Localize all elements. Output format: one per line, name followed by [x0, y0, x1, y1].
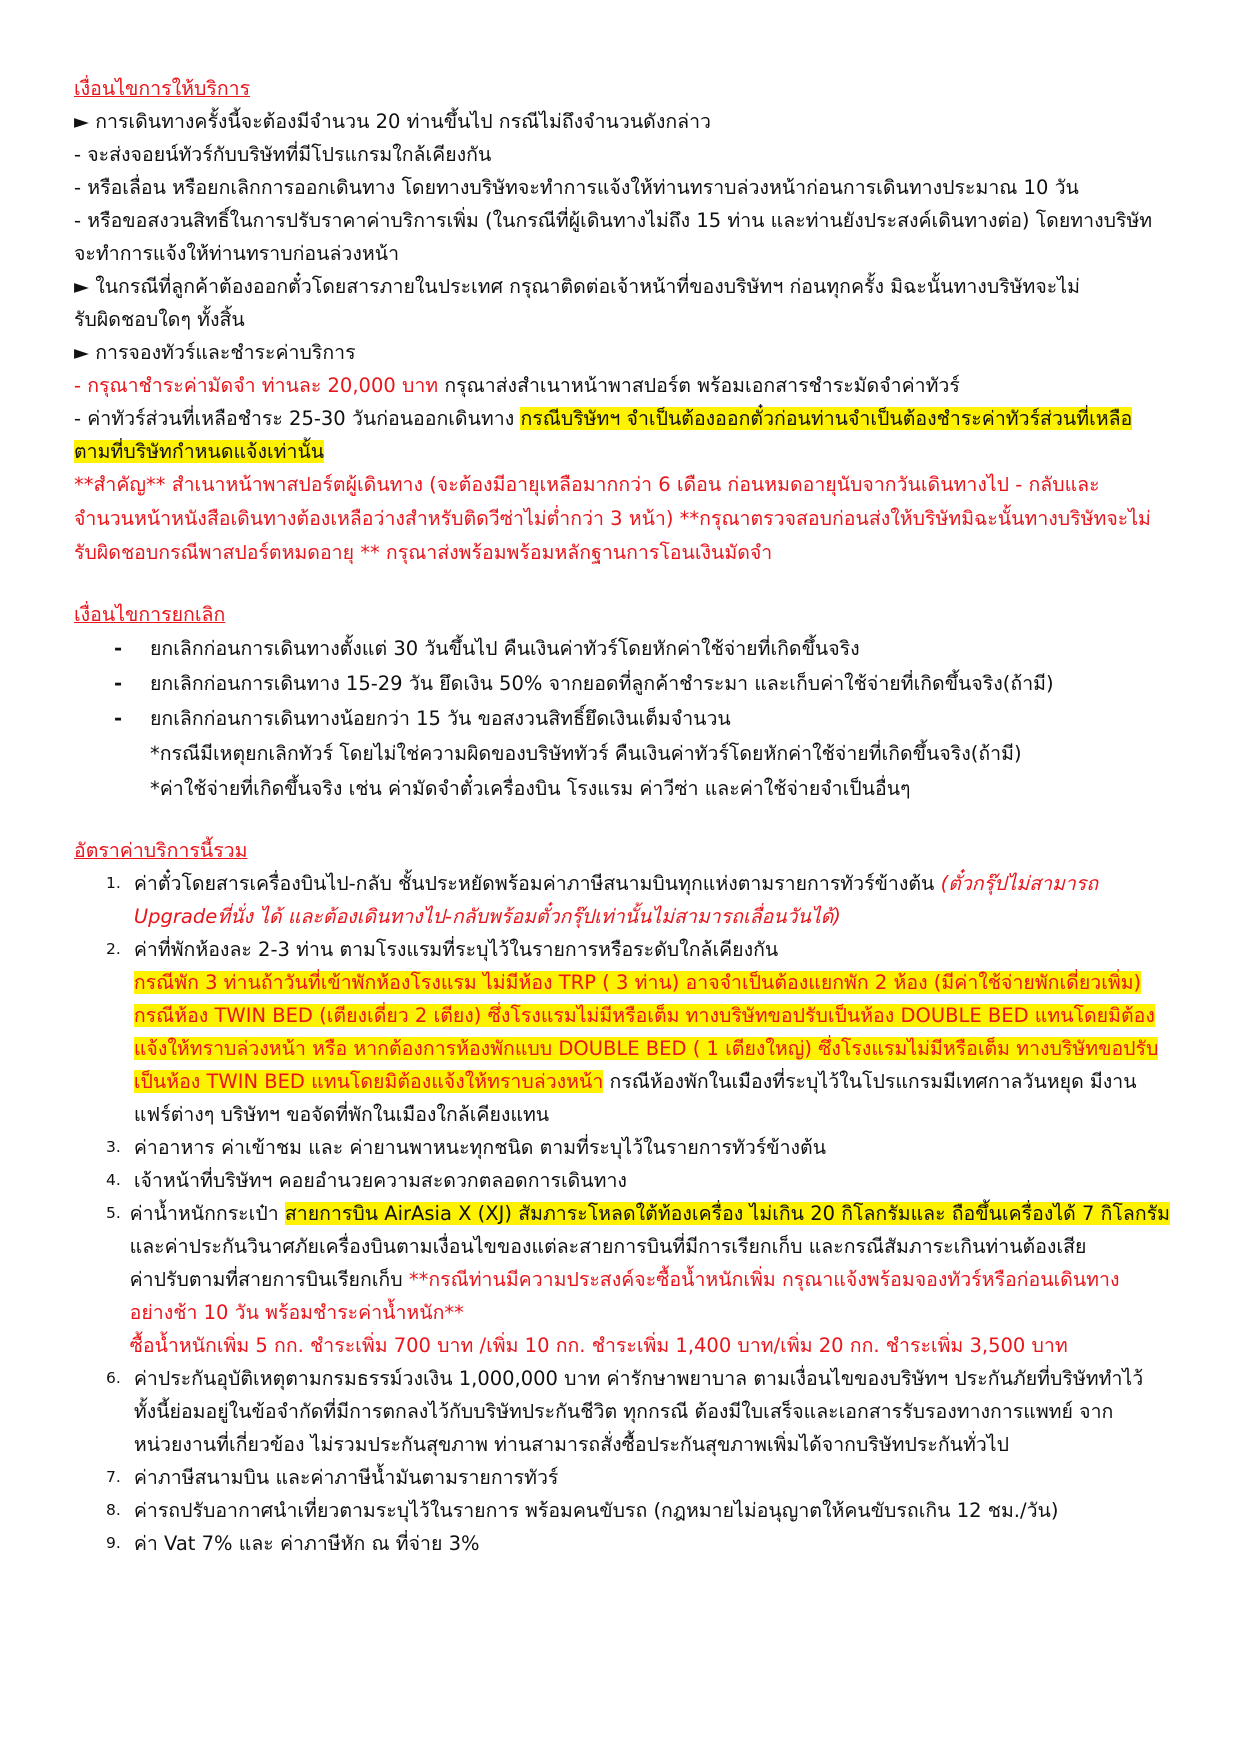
item-number: 1.: [106, 874, 121, 892]
item-number: 4.: [106, 1171, 121, 1189]
important-note-2: จำนวนหน้าหนังสือเดินทางต้องเหลือว่างสำหรับติดวีซ่าไม่ต่ำกว่า 3 หน้า) **กรุณาตรวจสอบก่อนส่งให้บริษัทมิฉะนั้นทางบริษัทจะไม่: [74, 507, 1151, 530]
balance-highlight-2: ตามที่บริษัทกำหนดแจ้งเท่านั้น: [74, 440, 325, 463]
dash-bullet-icon: -: [114, 637, 123, 660]
extra-baggage-prices: ซื้อน้ำหนักเพิ่ม 5 กก. ชำระเพิ่ม 700 บาท /เพิ่ม 10 กก. ชำระเพิ่ม 1,400 บาท/เพิ่ม 20 กก. ชำระเพิ่ม 3,500 บาท: [129, 1334, 1068, 1357]
triangle-bullet-icon: ►: [74, 341, 89, 364]
cancel-note-1: *กรณีมีเหตุยกเลิกทัวร์ โดยไม่ใช่ความผิดของบริษัททัวร์ คืนเงินค่าทัวร์โดยหักค่าใช้จ่ายที่เกิดขึ้นจริง(ถ้ามี): [150, 742, 1022, 765]
balance-line: - ค่าทัวร์ส่วนที่เหลือชำระ 25-30 วันก่อนออกเดินทาง กรณีบริษัทฯ จำเป็นต้องออกตั๋วก่อนท่านจำเป็นต้องชำระค่าทัวร์ส่วนที่เหลือ: [74, 407, 1133, 430]
dash-bullet-icon: -: [114, 707, 123, 730]
cancel-item: - ยกเลิกก่อนการเดินทางน้อยกว่า 15 วัน ขอสงวนสิทธิ์ยึดเงินเต็มจำนวน: [74, 701, 1170, 736]
important-note-3: รับผิดชอบกรณีพาสปอร์ตหมดอายุ ** กรุณาส่งพร้อมพร้อมหลักฐานการโอนเงินมัดจำ: [74, 541, 773, 564]
rate-item-2: 2. ค่าที่พักห้องละ 2-3 ท่าน ตามโรงแรมที่ระบุไว้ในรายการหรือระดับใกล้เคียงกัน กรณีพัก 3 ท่านถ้าวันที่เข้าพักห้องโรงแรม ไม่มีห้อง TRP ( 3 ท่าน) อาจจำเป็นต้องแยกพัก 2 ห้อง (มีค่าใช้จ่ายพักเดี่ยวเพิ่ม) กรณีห้อง TWIN BED (เตียงเดี่ยว 2 เตียง) ซึ่งโรงแรมไม่มีหรือเต็ม ทางบริษัทขอปรับเป็นห้อง DOUBLE BED แทนโดยมิต้อง แจ้งให้ทราบล่วงหน้า หรือ หากต้องการห้องพักแบบ DOUBLE BED ( 1 เตียงใหญ่) ซึ่งโรงแรมไม่มีหรือเต็ม ทางบริษัทขอปรับ เป็นห้อง TWIN BED แทนโดยมิต้องแจ้งให้ทราบล่วงหน้า กรณีห้องพักในเมืองที่ระบุไว้ในโปรแกรมมีเทศกาลวันหยุด มีงาน แฟร์ต่างๆ บริษัทฯ ขอจัดที่พักในเมืองใกล้เคียงแทน: [74, 933, 1170, 1131]
condition-line-6: ► การจองทัวร์และชำระค่าบริการ: [74, 341, 356, 364]
rate-item-6: 6. ค่าประกันอุบัติเหตุตามกรมธรรม์วงเงิน 1,000,000 บาท ค่ารักษาพยาบาล ตามเงื่อนไขของบริษัทฯ ประกันภัยที่บริษัททำไว้ ทั้งนี้ย่อมอยู่ในข้อจำกัดที่มีการตกลงไว้กับบริษัทประกันชีวิต ทุกกรณี ต้องมีใบเสร็จและเอกสารรับรองทางการแพทย์ จาก หน่วยงานที่เกี่ยวข้อง ไม่รวมประกันสุขภาพ ท่านสามารถสั่งซื้อประกันสุขภาพเพิ่มได้จากบริษัทประกันทั่วไป: [74, 1362, 1170, 1461]
triangle-bullet-icon: ►: [74, 110, 89, 133]
item-number: 2.: [106, 940, 121, 958]
condition-line-5a: ► ในกรณีที่ลูกค้าต้องออกตั๋วโดยสารภายในประเทศ กรุณาติดต่อเจ้าหน้าที่ของบริษัทฯ ก่อนทุกครั้ง มิฉะนั้นทางบริษัทจะไม่: [74, 275, 1080, 298]
cancel-note-2: *ค่าใช้จ่ายที่เกิดขึ้นจริง เช่น ค่ามัดจำตั๋วเครื่องบิน โรงแรม ค่าวีซ่า และค่าใช้จ่ายจำเป็นอื่นๆ: [150, 777, 911, 800]
dash-bullet-icon: -: [114, 672, 123, 695]
condition-line-3: - หรือเลื่อน หรือยกเลิกการออกเดินทาง โดยทางบริษัทจะทำการแจ้งให้ท่านทราบล่วงหน้าก่อนการเดินทางประมาณ 10 วัน: [74, 176, 1079, 199]
cancel-item: - ยกเลิกก่อนการเดินทาง 15-29 วัน ยึดเงิน 50% จากยอดที่ลูกค้าชำระมา และเก็บค่าใช้จ่ายที่เกิดขึ้นจริง(ถ้ามี): [74, 666, 1170, 701]
rates-heading: อัตราค่าบริการนี้รวม: [74, 839, 248, 862]
important-note-1: **สำคัญ** สำเนาหน้าพาสปอร์ตผู้เดินทาง (จะต้องมีอายุเหลือมากกว่า 6 เดือน ก่อนหมดอายุนับจากวันเดินทางไป - กลับและ: [74, 473, 1100, 496]
room-highlight: แจ้งให้ทราบล่วงหน้า หรือ หากต้องการห้องพักแบบ DOUBLE BED ( 1 เตียงใหญ่) ซึ่งโรงแรมไม่มีหรือเต็ม ทางบริษัทขอปรับ: [133, 1037, 1159, 1060]
item-number: 5.: [106, 1204, 121, 1222]
room-highlight: กรณีห้อง TWIN BED (เตียงเดี่ยว 2 เตียง) ซึ่งโรงแรมไม่มีหรือเต็ม ทางบริษัทขอปรับเป็นห้อง DOUBLE BED แทนโดยมิต้อง: [133, 1004, 1155, 1027]
triangle-bullet-icon: ►: [74, 275, 89, 298]
item-number: 3.: [106, 1138, 121, 1156]
baggage-highlight: สายการบิน AirAsia X (XJ) สัมภาระโหลดใต้ท้องเครื่อง ไม่เกิน 20 กิโลกรัมและ ถือขึ้นเครื่องได้ 7 กิโลกรัม: [284, 1202, 1170, 1225]
condition-line-4b: จะทำการแจ้งให้ท่านทราบก่อนล่วงหน้า: [74, 242, 400, 265]
room-highlight: กรณีพัก 3 ท่านถ้าวันที่เข้าพักห้องโรงแรม ไม่มีห้อง TRP ( 3 ท่าน) อาจจำเป็นต้องแยกพัก 2 ห้อง (มีค่าใช้จ่ายพักเดี่ยวเพิ่ม): [133, 971, 1142, 994]
rate-item-7: 7. ค่าภาษีสนามบิน และค่าภาษีน้ำมันตามรายการทัวร์: [74, 1461, 1170, 1494]
item-number: 6.: [106, 1369, 121, 1387]
condition-line-1: ► การเดินทางครั้งนี้จะต้องมีจำนวน 20 ท่านขึ้นไป กรณีไม่ถึงจำนวนดังกล่าว: [74, 110, 711, 133]
rate-item-9: 9. ค่า Vat 7% และ ค่าภาษีหัก ณ ที่จ่าย 3%: [74, 1527, 1170, 1560]
room-highlight: เป็นห้อง TWIN BED แทนโดยมิต้องแจ้งให้ทราบล่วงหน้า: [133, 1070, 604, 1093]
deposit-amount: - กรุณาชำระค่ามัดจำ ท่านละ 20,000 บาท: [74, 374, 439, 397]
condition-line-5b: รับผิดชอบใดๆ ทั้งสิ้น: [74, 308, 245, 331]
item-number: 9.: [106, 1534, 121, 1552]
rate-item-8: 8. ค่ารถปรับอากาศนำเที่ยวตามระบุไว้ในรายการ พร้อมคนขับรถ (กฎหมายไม่อนุญาตให้คนขับรถเกิน 12 ชม./วัน): [74, 1494, 1170, 1527]
balance-line-2: [74, 435, 1170, 468]
rate-item-3: 3. ค่าอาหาร ค่าเข้าชม และ ค่ายานพาหนะทุกชนิด ตามที่ระบุไว้ในรายการทัวร์ข้างต้น: [74, 1131, 1170, 1164]
cancel-heading: เงื่อนไขการยกเลิก: [74, 603, 226, 626]
cancel-item: - ยกเลิกก่อนการเดินทางตั้งแต่ 30 วันขึ้นไป คืนเงินค่าทัวร์โดยหักค่าใช้จ่ายที่เกิดขึ้นจริง: [74, 631, 1170, 666]
condition-line-2: - จะส่งจอยน์ทัวร์กับบริษัทที่มีโปรแกรมใกล้เคียงกัน: [74, 143, 492, 166]
balance-highlight: กรณีบริษัทฯ จำเป็นต้องออกตั๋วก่อนท่านจำเป็นต้องชำระค่าทัวร์ส่วนที่เหลือ: [520, 407, 1133, 430]
document-page: [74, 72, 1170, 1560]
item-number: 8.: [106, 1501, 121, 1519]
rate-item-5: 5. ค่าน้ำหนักกระเป๋า สายการบิน AirAsia X (XJ) สัมภาระโหลดใต้ท้องเครื่อง ไม่เกิน 20 กิโลกรัมและ ถือขึ้นเครื่องได้ 7 กิโลกรัม และค่าประกันวินาศภัยเครื่องบินตามเงื่อนไขของแต่ละสายการบินที่มีการเรียกเก็บ และกรณีสัมภาระเกินท่านต้องเสีย ค่าปรับตามที่สายการบินเรียกเก็บ **กรณีท่านมีความประสงค์จะซื้อน้ำหนักเพิ่ม กรุณาแจ้งพร้อมจองทัวร์หรือก่อนเดินทาง อย่างช้า 10 วัน พร้อมชำระค่าน้ำหนัก** ซื้อน้ำหนักเพิ่ม 5 กก. ชำระเพิ่ม 700 บาท /เพิ่ม 10 กก. ชำระเพิ่ม 1,400 บาท/เพิ่ม 20 กก. ชำระเพิ่ม 3,500 บาท: [74, 1197, 1170, 1362]
condition-line-4a: - หรือขอสงวนสิทธิ์ในการปรับราคาค่าบริการเพิ่ม (ในกรณีที่ผู้เดินทางไม่ถึง 15 ท่าน และท่านยังประสงค์เดินทางต่อ) โดยทางบริษัท: [74, 209, 1153, 232]
rate-item-1: 1. ค่าตั๋วโดยสารเครื่องบินไป-กลับ ชั้นประหยัดพร้อมค่าภาษีสนามบินทุกแห่งตามรายการทัวร์ข้างต้น (ตั๋วกรุ๊ปไม่สามารถ Upgradeที่นั่ง ได้ และต้องเดินทางไป-กลับพร้อมตั๋วกรุ๊ปเท่านั้นไม่สามารถเลื่อนวันได้): [74, 867, 1170, 933]
rate-item-4: 4. เจ้าหน้าที่บริษัทฯ คอยอำนวยความสะดวกตลอดการเดินทาง: [74, 1164, 1170, 1197]
item-number: 7.: [106, 1468, 121, 1486]
deposit-line: - กรุณาชำระค่ามัดจำ ท่านละ 20,000 บาท กรุณาส่งสำเนาหน้าพาสปอร์ต พร้อมเอกสารชำระมัดจำค่าทัวร์: [74, 374, 960, 397]
conditions-heading: เงื่อนไขการให้บริการ: [74, 77, 251, 100]
